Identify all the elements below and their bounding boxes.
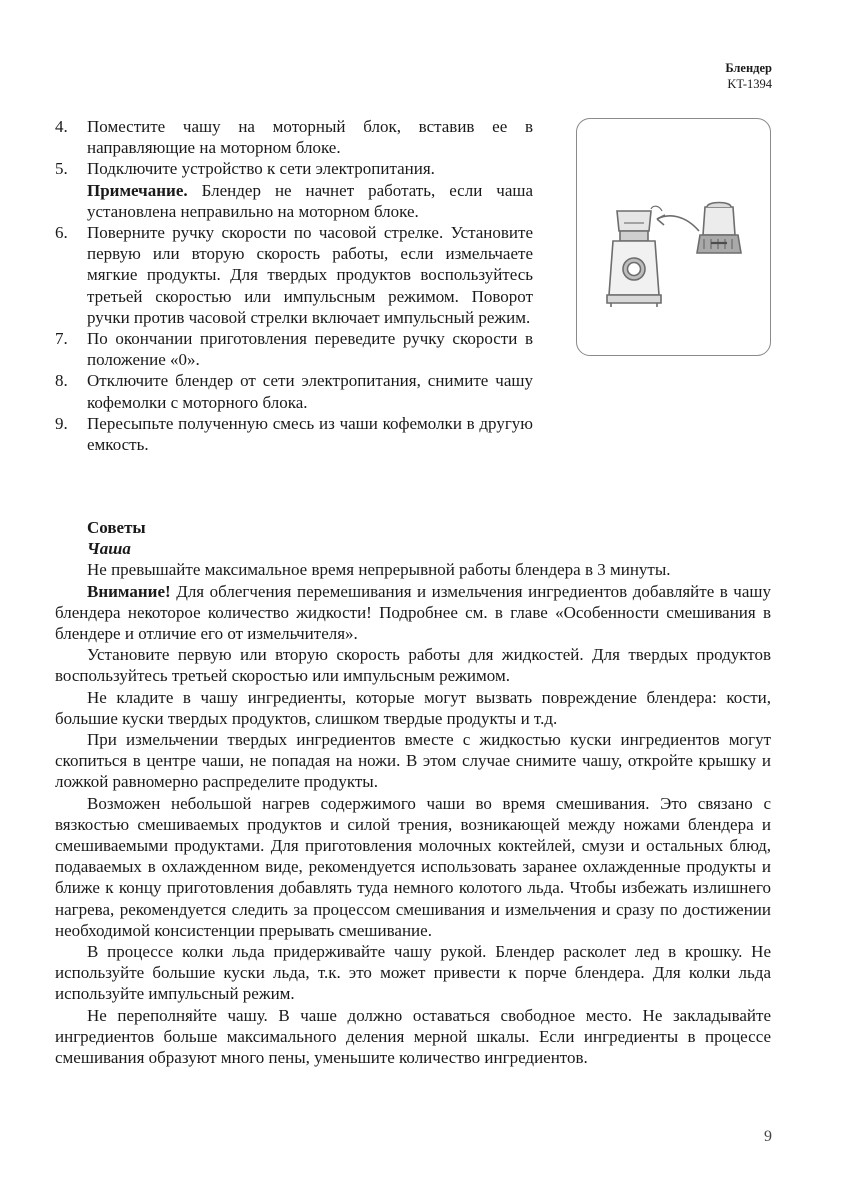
grinder-assembly-illustration (576, 118, 771, 356)
tips-paragraph: В процессе колки льда придерживайте чашу рукой. Блендер расколет лед в крошку. Не используйте большие куски льда, т.к. это может привести к порче блендера. Для колки льда используйте импульсный режим. (55, 942, 771, 1004)
page-number: 9 (764, 1128, 772, 1145)
step-number: 7. (55, 329, 68, 349)
step-item (55, 413, 533, 455)
step-text: Поверните ручку скорости по часовой стрелке. Установите первую или вторую скорость работы, если измельчаете мягкие продукты. Для твердых продуктов воспользуйтесь третьей скоростью или импульсным режимом. Поворот ручки против часовой стрелки включает импульсный режим. (87, 223, 533, 327)
attention-text: Для облегчения перемешивания и измельчения ингредиентов добавляйте в чашу блендера некоторое количество жидкости! Подробнее см. в главе «Особенности смешивания в блендере и отличие его от измельчителя». (55, 581, 771, 644)
step-text: Подключите устройство к сети электропитания. (87, 159, 435, 179)
tips-paragraph: При измельчении твердых ингредиентов вместе с жидкостью куски ингредиентов могут скопиться в центре чаши, не попадая на ножи. В этом случае снимите чашу, откройте крышку и ложкой равномерно распределите продукты. (55, 730, 771, 792)
attention-label: Внимание! (87, 581, 171, 601)
tips-subtitle: Чаша (87, 539, 131, 559)
step-item (55, 116, 533, 158)
step-number: 9. (55, 413, 68, 433)
instruction-steps (55, 116, 533, 455)
grinder-bowl-icon (697, 203, 741, 254)
note-text: Блендер не начнет работать, если чаша установлена неправильно на моторном блоке. (87, 180, 533, 221)
note-label: Примечание. (87, 180, 188, 200)
illustration-drawing (577, 119, 772, 357)
step-number: 8. (55, 371, 68, 391)
tips-paragraph: Не превышайте максимальное время непрерывной работы блендера в 3 минуты. (87, 560, 671, 580)
header-product-name: Блендер (725, 61, 772, 75)
tips-paragraph: Установите первую или вторую скорость работы для жидкостей. Для твердых продуктов воспользуйтесь третьей скоростью или импульсным режимом. (55, 645, 771, 686)
step-number: 4. (55, 117, 68, 136)
tips-paragraph: Возможен небольшой нагрев содержимого чаши во время смешивания. Это связано с вязкостью смешиваемых продуктов и силой трения, возникающей между ножами блендера и смешиваемыми продуктами. Для приготовления молочных коктейлей, смузи и остальных блюд, подаваемых в охлажденном виде, рекомендуется использовать заранее охлажденные продукты и ближе к концу приготовления добавлять туда немного колотого льда. Чтобы избежать излишнего нагрева, рекомендуется следить за процессом смешивания и измельчения и сразу по достижении необходимой консистенции прерывать смешивание. (55, 793, 771, 940)
tips-title: Советы (87, 518, 146, 537)
step-item (55, 158, 533, 222)
tips-paragraph: Не кладите в чашу ингредиенты, которые могут вызвать повреждение блендера: кости, большие куски твердых продуктов, слишком твердые продукты и т.д. (55, 687, 771, 728)
step-text: Пересыпьте полученную смесь из чаши кофемолки в другую емкость. (87, 413, 533, 455)
tips-paragraph-attention (55, 581, 771, 645)
curved-arrow-icon (651, 206, 699, 231)
step-number: 6. (55, 223, 68, 243)
tips-paragraph: Не переполняйте чашу. В чаше должно оставаться свободное место. Не закладывайте ингредиентов больше максимального деления мерной шкалы. Если ингредиенты в процессе смешивания образуют много пены, уменьшите количество ингредиентов. (55, 1005, 771, 1068)
step-text: По окончании приготовления переведите ручку скорости в положение «0». (87, 329, 533, 370)
page-header (725, 60, 772, 92)
tips-section (55, 517, 771, 1068)
step-item (55, 222, 533, 328)
step-text: Поместите чашу на моторный блок, вставив ее в направляющие на моторном блоке. (87, 117, 533, 158)
step-item (55, 328, 533, 370)
blender-motor-unit-icon (607, 211, 661, 307)
step-item (55, 370, 533, 412)
step-text: Отключите блендер от сети электропитания, снимите чашу кофемолки с моторного блока. (87, 371, 533, 412)
step-number: 5. (55, 159, 68, 179)
header-model: KT-1394 (727, 77, 772, 91)
